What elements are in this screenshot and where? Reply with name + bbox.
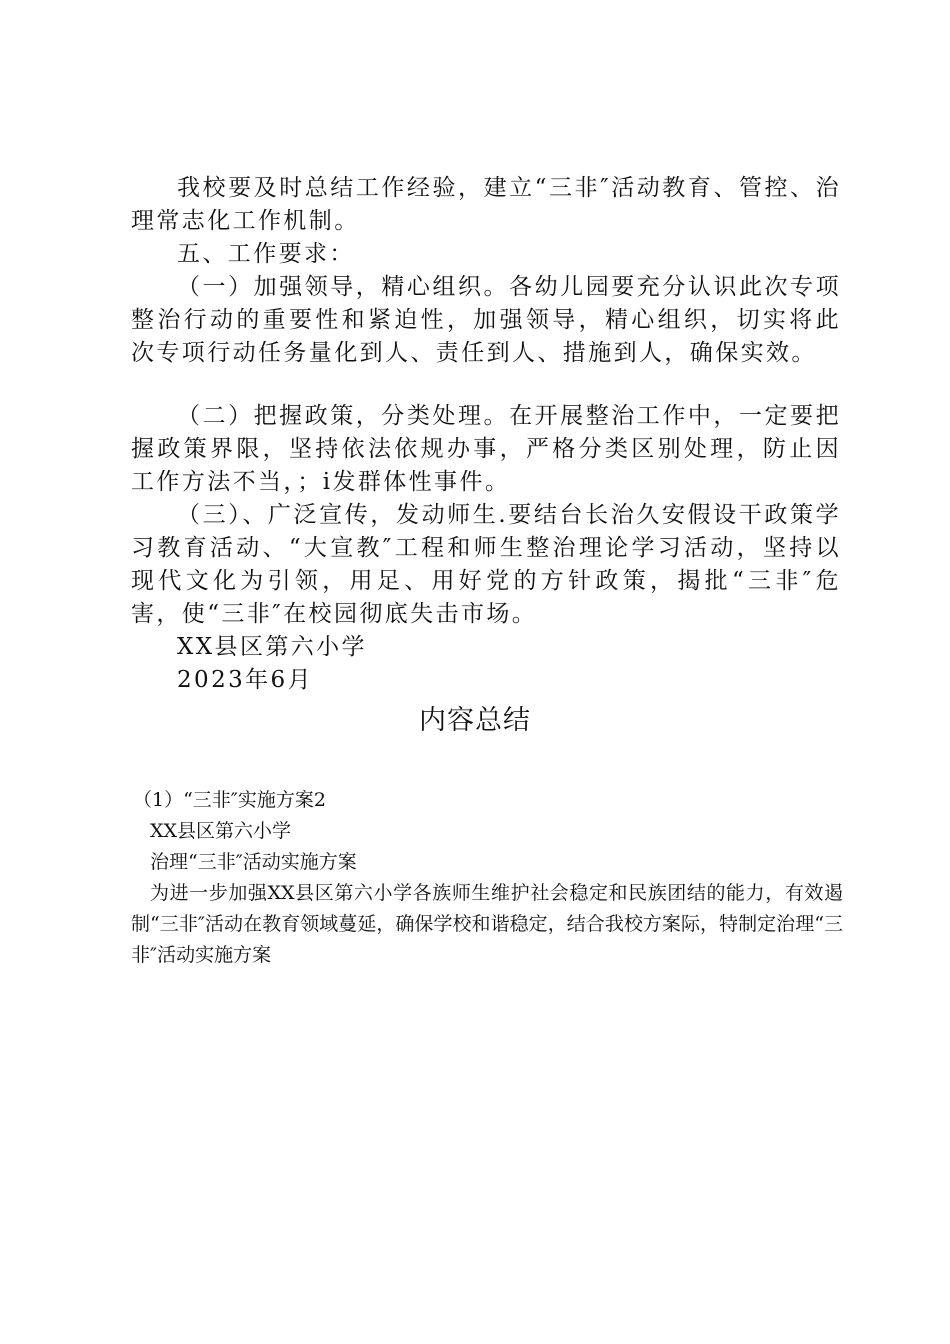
signature-date: 2023年6月	[177, 667, 313, 693]
summary-line-school: XX县区第六小学	[150, 820, 292, 842]
summary-line-heading: （1）“三非″实施方案2	[133, 789, 326, 811]
paragraph-summary-mechanism: 我校要及时总结工作经验，建立“三非″活动教育、管控、治理常志化工作机制。	[131, 175, 841, 234]
signature-school: XX县区第六小学	[177, 634, 367, 660]
summary-title: 内容总结	[419, 705, 531, 736]
summary-section	[131, 785, 843, 971]
section-heading-requirements: 五、工作要求：	[177, 241, 355, 267]
summary-line-plan-title: 治理“三非″活动实施方案	[150, 851, 357, 873]
paragraph-requirement-3: （三）、广泛宣传，发动师生.要结台长治久安假设干政策学习教育活动、“大宣教″工程和师生整治理论学习活动，坚持以现代文化为引领，用足、用好党的方针政策，揭批“三非″危害，使“三非″在校园彻底失击市场。	[131, 502, 841, 627]
document-body	[131, 172, 841, 697]
summary-line-body: 为进一步加强XX县区第六小学各族师生维护社会稳定和民族团结的能力，有效遏制“三非″活动在教育领域蔓延，确保学校和谐稳定，结合我校方案际，特制定治理“三非″活动实施方案	[131, 882, 843, 966]
paragraph-requirement-2: （二）把握政策，分类处理。在开展整治工作中，一定要把握政策界限，坚持依法依规办事，严格分类区别处理，防止因工作方法不当，；i发群体性事件。	[131, 403, 841, 495]
paragraph-requirement-1: （一）加强领导，精心组织。各幼儿园要充分认识此次专项整治行动的重要性和紧迫性，加强领导，精心组织，切实将此次专项行动任务量化到人、责任到人、措施到人，确保实效。	[131, 274, 841, 366]
